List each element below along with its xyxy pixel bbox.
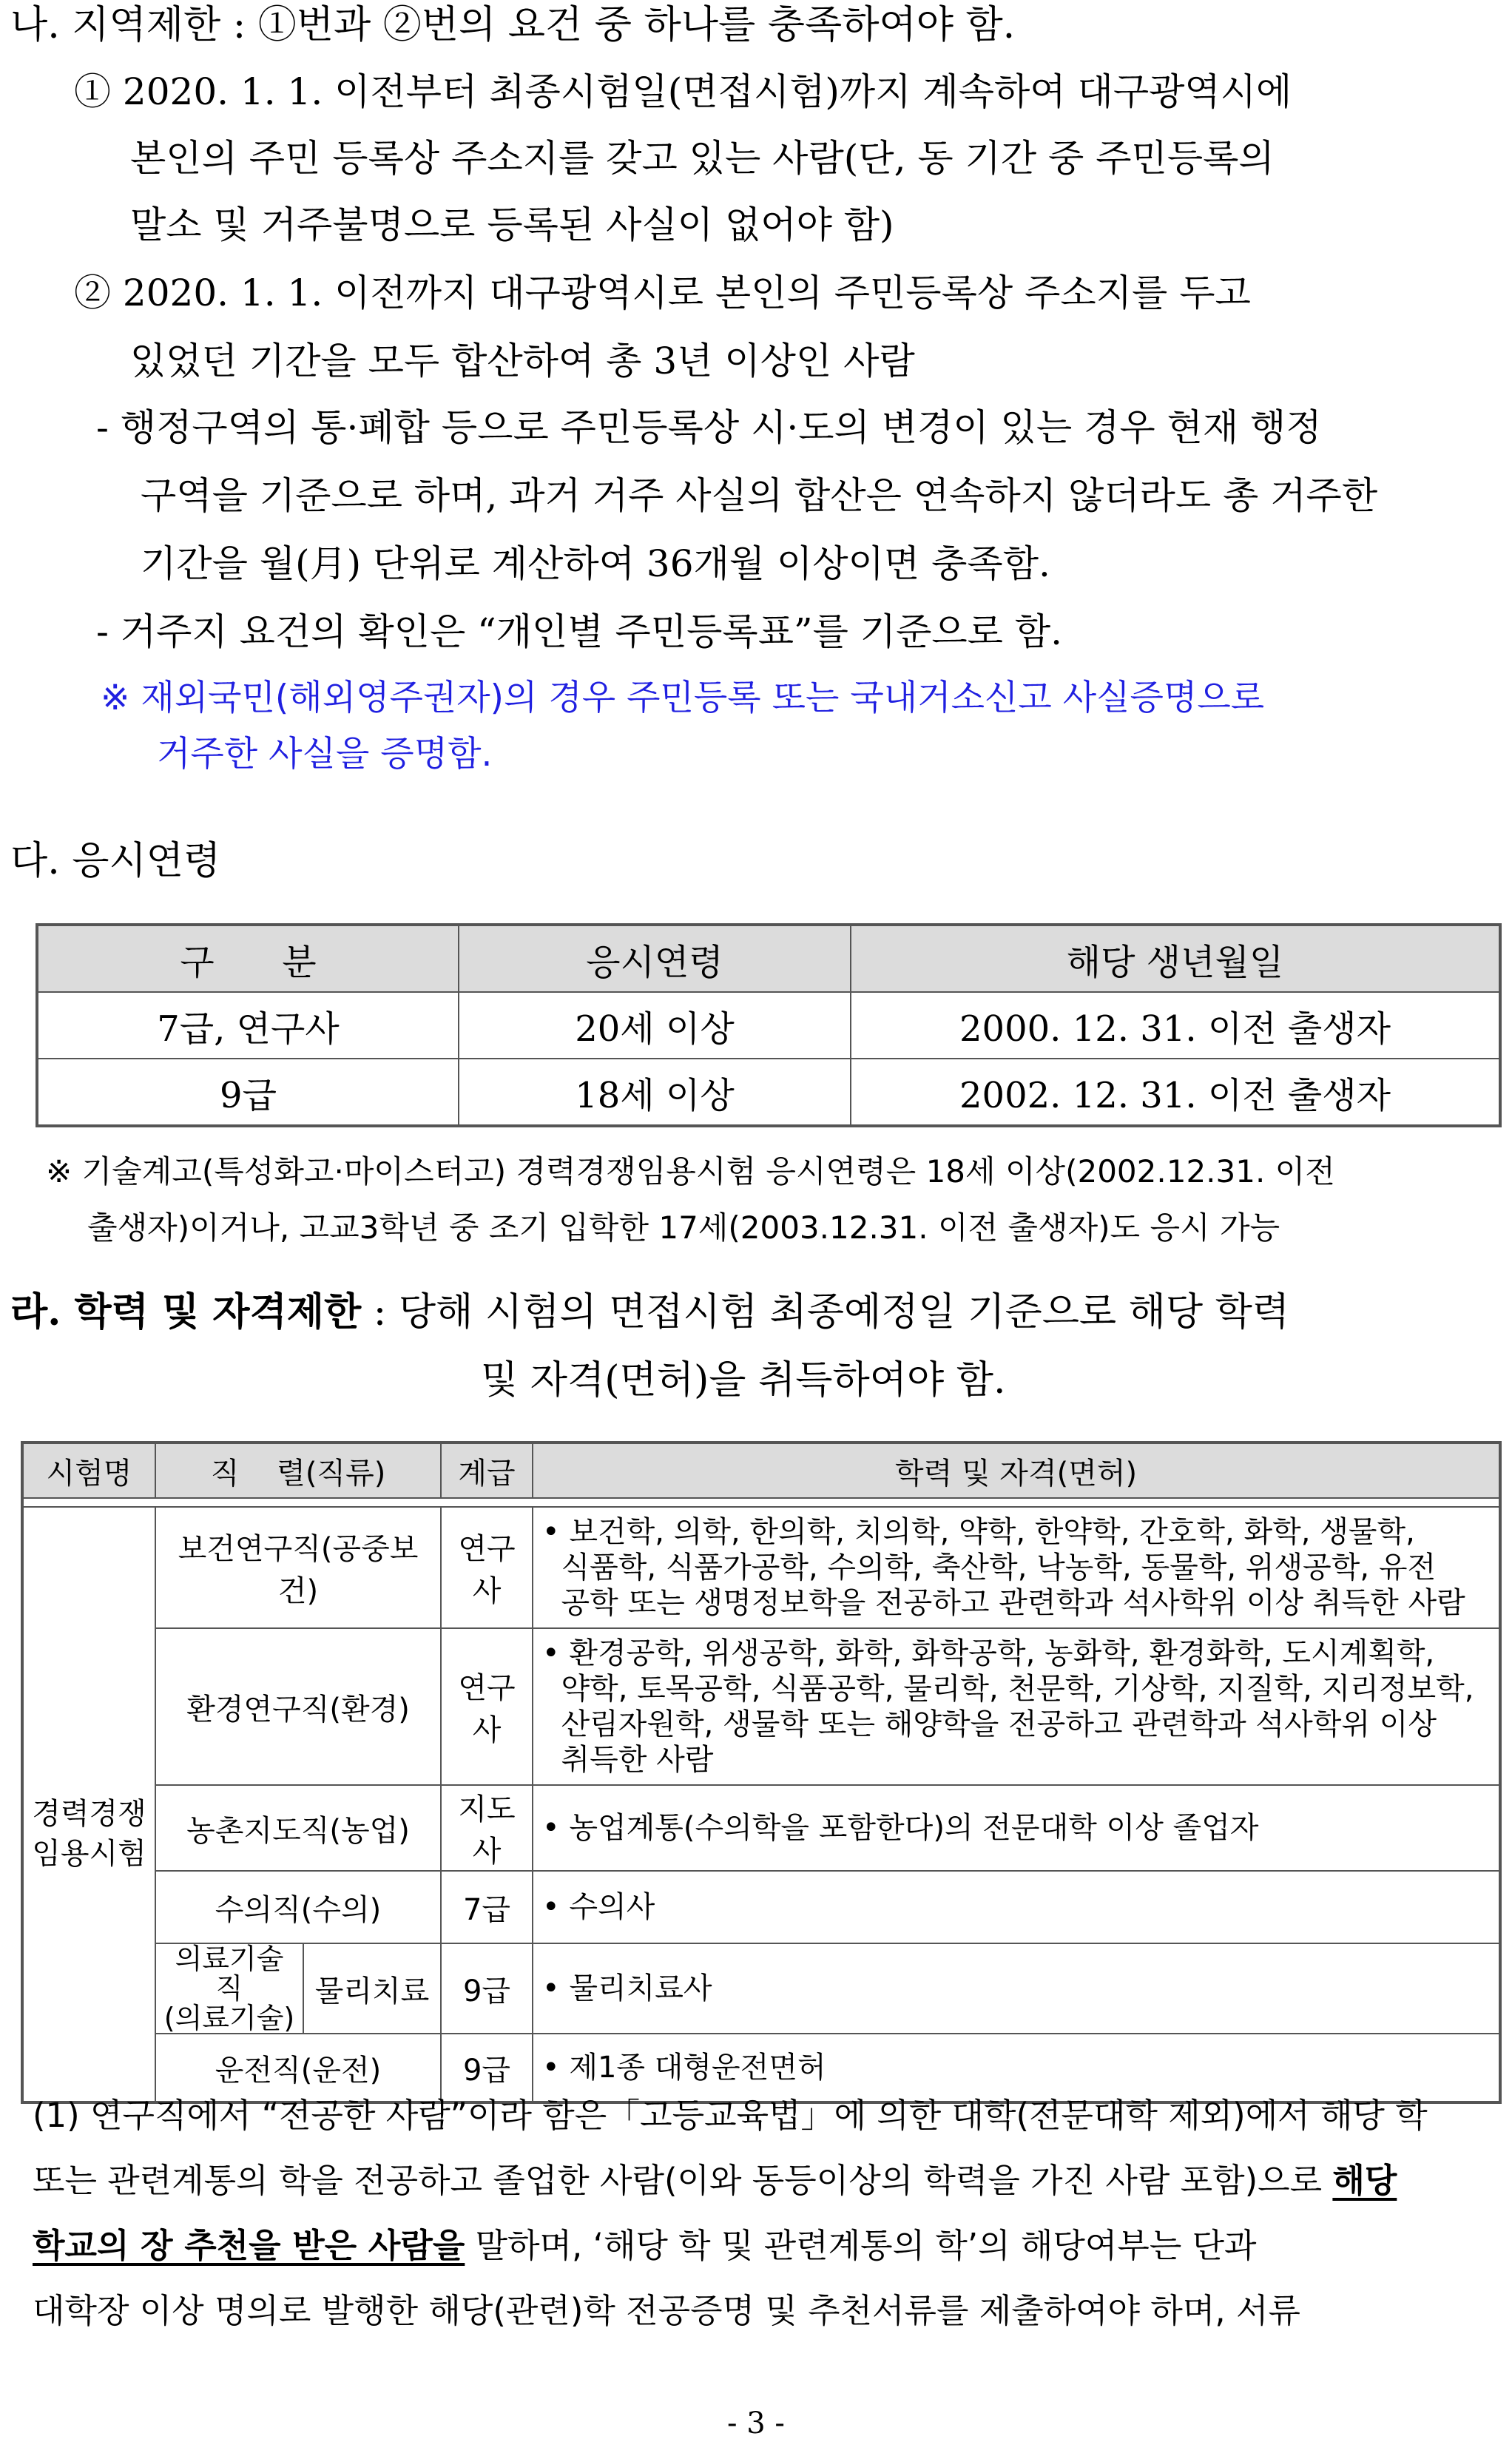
- age-cell: 18세 이상: [459, 1059, 851, 1126]
- qual-table-header: [22, 1443, 1500, 1498]
- qualification-table: [21, 1441, 1502, 2104]
- item1-line3: 말소 및 거주불명으로 등록된 사실이 없어야 함): [130, 203, 894, 246]
- table-row: [22, 2034, 1500, 2102]
- footnote-underline-1: 해당: [1332, 2161, 1397, 2200]
- footnote-line2: [33, 2159, 1397, 2203]
- exam-name-cell: 경력경쟁 임용시험: [22, 1507, 155, 2102]
- footnote-underline-2: 학교의 장 추천을 받은 사람을: [33, 2226, 465, 2265]
- series-cell: 농촌지도직(농업): [155, 1785, 441, 1871]
- footnote-line2-text: 또는 관련계통의 학을 전공하고 졸업한 사람(이와 동등이상의 학력을 가진 사람 포함)으로: [33, 2161, 1333, 2200]
- table-row: [22, 1785, 1500, 1871]
- footnote-line3-text: 말하며, ‘해당 학 및 관련계통의 학’의 해당여부는 단과: [465, 2226, 1257, 2265]
- qualification-cell: • 환경공학, 위생공학, 화학, 화학공학, 농화학, 환경화학, 도시계획학, 약학, 토목공학, 식품공학, 물리학, 천문학, 기상학, 지질학, 지리정보학, 산림자원학, 생물학 또는 해양학을 전공하고 관련학과 석사학위 이상 취득한 사람: [533, 1628, 1500, 1785]
- overseas-note-line1: ※ 재외국민(해외영주권자)의 경우 주민등록 또는 국내거소신고 사실증명으로: [101, 678, 1265, 718]
- age-header-category: 구 분: [37, 925, 459, 992]
- age-table-header: [37, 925, 1500, 992]
- table-row: [22, 1628, 1500, 1785]
- table-row: [37, 992, 1500, 1059]
- item2-line2: 있었던 기간을 모두 합산하여 총 3년 이상인 사람: [130, 340, 915, 382]
- table-row: [22, 1871, 1500, 1943]
- item1-line1: ① 2020. 1. 1. 이전부터 최종시험일(면접시험)까지 계속하여 대구광역시에: [74, 70, 1292, 113]
- table-row: [37, 1059, 1500, 1126]
- overseas-note-line2: 거주한 사실을 증명함.: [157, 734, 493, 775]
- series-cell: 수의직(수의): [155, 1871, 441, 1943]
- age-note-line2: 출생자)이거나, 고교3학년 중 조기 입학한 17세(2003.12.31. 이전 출생자)도 응시 가능: [87, 1210, 1280, 1246]
- dash1-line2: 구역을 기준으로 하며, 과거 거주 사실의 합산은 연속하지 않더라도 총 거주한: [141, 474, 1378, 517]
- qualification-cell: • 제1종 대형운전면허: [533, 2034, 1500, 2102]
- qualification-cell: • 농업계통(수의학을 포함한다)의 전문대학 이상 졸업자: [533, 1785, 1500, 1871]
- series-cell: 환경연구직(환경): [155, 1628, 441, 1785]
- grade-cell: 연구사: [441, 1507, 533, 1628]
- section-na-heading: 나. 지역제한 : ①번과 ②번의 요건 중 하나를 충족하여야 함.: [10, 3, 1016, 47]
- footnote-line4: 대학장 이상 명의로 발행한 해당(관련)학 전공증명 및 추천서류를 제출하여야 하며, 서류: [33, 2291, 1300, 2330]
- table-row: [22, 1943, 1500, 2034]
- dash1-line3: 기간을 월(月) 단위로 계산하여 36개월 이상이면 충족함.: [141, 542, 1050, 585]
- age-cell: 7급, 연구사: [37, 992, 459, 1059]
- series-cell: 의료기술직 (의료기술): [155, 1943, 303, 2034]
- grade-cell: 7급: [441, 1871, 533, 1943]
- age-cell: 2002. 12. 31. 이전 출생자: [851, 1059, 1500, 1126]
- footnote-line3: [33, 2224, 1257, 2268]
- age-note-line1: ※ 기술계고(특성화고·마이스터고) 경력경쟁임용시험 응시연령은 18세 이상(2002.12.31. 이전: [46, 1153, 1335, 1190]
- section-ra-heading-line2: 및 자격(면허)을 취득하여야 함.: [481, 1358, 1006, 1403]
- section-ra-heading: [10, 1290, 1289, 1335]
- section-ra-title: 라. 학력 및 자격제한: [10, 1289, 362, 1335]
- qual-header-grade: 계급: [441, 1443, 533, 1498]
- qual-header-exam: 시험명: [22, 1443, 155, 1498]
- qualification-cell: • 물리치료사: [533, 1943, 1500, 2034]
- age-header-birthdate: 해당 생년월일: [851, 925, 1500, 992]
- grade-cell: 9급: [441, 1943, 533, 2034]
- series-cell: 운전직(운전): [155, 2034, 441, 2102]
- footnote-line1: (1) 연구직에서 “전공한 사람”이라 함은「고등교육법」에 의한 대학(전문대학 제외)에서 해당 학: [33, 2096, 1428, 2135]
- grade-cell: 9급: [441, 2034, 533, 2102]
- grade-cell: 연구사: [441, 1628, 533, 1785]
- item2-line1: ② 2020. 1. 1. 이전까지 대구광역시로 본인의 주민등록상 주소지를 두고: [74, 271, 1251, 314]
- section-da-heading: 다. 응시연령: [10, 839, 221, 883]
- table-gap: [22, 1498, 1500, 1507]
- item1-line2: 본인의 주민 등록상 주소지를 갖고 있는 사람(단, 동 기간 중 주민등록의: [130, 137, 1275, 180]
- series-sub-cell: 물리치료: [303, 1943, 441, 2034]
- qualification-cell: • 수의사: [533, 1871, 1500, 1943]
- section-ra-heading-rest: : 당해 시험의 면접시험 최종예정일 기준으로 해당 학력: [361, 1290, 1290, 1335]
- qual-header-qualification: 학력 및 자격(면허): [533, 1443, 1500, 1498]
- dash1-line1: - 행정구역의 통·폐합 등으로 주민등록상 시·도의 변경이 있는 경우 현재 행정: [96, 406, 1322, 449]
- dash2-line: - 거주지 요건의 확인은 “개인별 주민등록표”를 기준으로 함.: [96, 610, 1063, 653]
- gap-cell: [22, 1498, 1500, 1507]
- series-cell: 보건연구직(공중보건): [155, 1507, 441, 1628]
- age-cell: 20세 이상: [459, 992, 851, 1059]
- table-row: [22, 1507, 1500, 1628]
- age-cell: 9급: [37, 1059, 459, 1126]
- age-cell: 2000. 12. 31. 이전 출생자: [851, 992, 1500, 1059]
- qual-header-series: 직 렬(직류): [155, 1443, 441, 1498]
- page-number: - 3 -: [727, 2406, 785, 2440]
- grade-cell: 지도사: [441, 1785, 533, 1871]
- qualification-cell: • 보건학, 의학, 한의학, 치의학, 약학, 한약학, 간호학, 화학, 생물학, 식품학, 식품가공학, 수의학, 축산학, 낙농학, 동물학, 위생공학, 유전 공학 또는 생명정보학을 전공하고 관련학과 석사학위 이상 취득한 사람: [533, 1507, 1500, 1628]
- age-table: [36, 923, 1502, 1127]
- age-header-age: 응시연령: [459, 925, 851, 992]
